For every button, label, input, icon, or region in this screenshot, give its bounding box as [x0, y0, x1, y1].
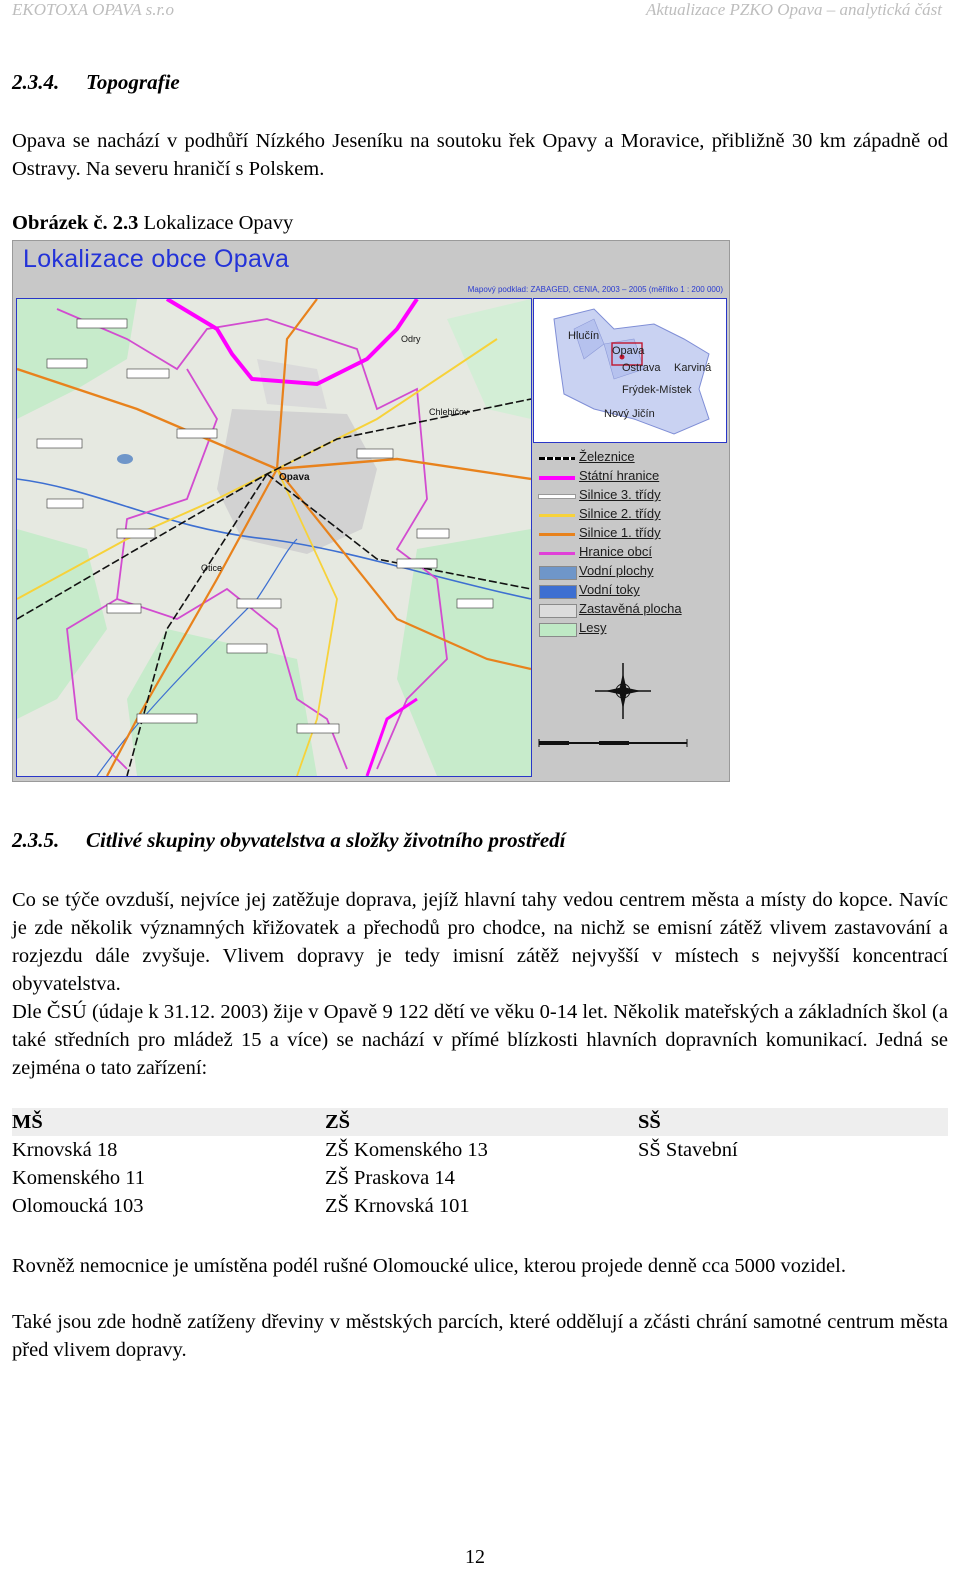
schools-table: [12, 1108, 948, 1220]
legend-item: [537, 449, 725, 467]
legend-item: [537, 468, 725, 486]
table-cell: ZŠ Krnovská 101: [325, 1194, 470, 1217]
inset-town-jicin: Nový Jičín: [604, 408, 655, 420]
legend-label: Silnice 3. třídy: [579, 487, 661, 502]
map-place-otice: Otice: [201, 563, 223, 573]
map-figure: [12, 240, 730, 782]
figure-caption-text: Lokalizace Opavy: [138, 212, 294, 234]
map-main-panel: [16, 298, 532, 777]
legend-label: Státní hranice: [579, 468, 660, 483]
legend-item: [537, 601, 725, 619]
legend-swatch: [539, 604, 577, 618]
compass-rose-icon: [593, 661, 653, 721]
legend-label: Hranice obcí: [579, 544, 652, 559]
citlive-paragraph-2: Dle ČSÚ (údaje k 31.12. 2003) žije v Opavě 9 122 dětí ve věku 0-14 let. Několik mateřských a základních škol (a také středních pro mládež 15 a více) se nachází v přímé blízkosti hlavních dopravních komunikací. Jedná se zejména o tato zařízení:: [12, 1001, 948, 1079]
legend-item: [537, 487, 725, 505]
page-number: 12: [465, 1546, 485, 1568]
header-company: EKOTOXA OPAVA s.r.o: [12, 0, 174, 19]
legend-label: Železnice: [579, 449, 635, 464]
table-row: [12, 1192, 948, 1220]
table-cell: Komenského 11: [12, 1166, 146, 1189]
section-heading-citlive-skupiny: [12, 828, 566, 853]
header-document-title: Aktualizace PZKO Opava – analytická část: [645, 0, 942, 19]
inset-town-karvina: Karviná: [674, 362, 712, 374]
table-cell: [638, 1164, 948, 1192]
legend-label: Silnice 1. třídy: [579, 525, 661, 540]
schools-header-zs: ZŠ: [325, 1110, 351, 1133]
table-cell: ZŠ Praskova 14: [325, 1166, 455, 1189]
legend-swatch: [539, 552, 575, 555]
section-heading-topografie: [12, 70, 180, 95]
legend-item: [537, 563, 725, 581]
table-cell: SŠ Stavební: [638, 1138, 738, 1161]
legend-swatch: [539, 495, 575, 498]
table-cell: [638, 1192, 948, 1220]
schools-header-ss: SŠ: [638, 1110, 661, 1133]
legend-label: Vodní plochy: [579, 563, 654, 578]
inset-town-hlucin: Hlučín: [568, 330, 600, 342]
map-place-chlebicov: Chlebičov: [429, 407, 469, 417]
closing-paragraph-1: Rovněž nemocnice je umístěna podél rušné Olomoucké ulice, kterou projede denně cca 5000 vozidel.: [12, 1255, 846, 1277]
section-number: 2.3.5.: [12, 828, 60, 852]
map-main-drawing: [17, 299, 531, 776]
legend-item: [537, 582, 725, 600]
table-row: [12, 1136, 948, 1164]
legend-swatch: [539, 566, 577, 580]
legend-item: [537, 525, 725, 543]
legend-item: [537, 506, 725, 524]
table-row: [12, 1164, 948, 1192]
legend-item: [537, 620, 725, 638]
section-title: Topografie: [86, 70, 180, 94]
schools-header-ms: MŠ: [12, 1110, 43, 1133]
legend-item: [537, 544, 725, 562]
figure-caption-label: Obrázek č. 2.3: [12, 212, 139, 234]
legend-label: Silnice 2. třídy: [579, 506, 661, 521]
map-place-opava: Opava: [279, 472, 310, 483]
map-title: Lokalizace obce Opava: [23, 245, 290, 273]
closing-paragraph-2: Také jsou zde hodně zatíženy dřeviny v městských parcích, které oddělují a zčásti chrání samotné centrum města před vlivem dopravy.: [12, 1311, 948, 1361]
table-cell: Olomoucká 103: [12, 1194, 144, 1217]
map-inset-drawing: [534, 299, 726, 442]
legend-swatch: [539, 623, 577, 637]
section-number: 2.3.4.: [12, 70, 60, 94]
map-place-odry: Odry: [401, 334, 421, 344]
inset-town-frydek: Frýdek-Místek: [622, 384, 692, 396]
legend-swatch: [539, 585, 577, 599]
legend-label: Zastavěná plocha: [579, 601, 682, 616]
citlive-paragraph-1: Co se týče ovzduší, nejvíce jej zatěžuje doprava, jejíž hlavní tahy vedou centrem města a místy do kopce. Navíc je zde několik významných křižovatek a přechodů pro chodce, na nichž se emisní zátěž vlivem zastavování a rozjezdu dále zvyšuje. Vlivem dopravy je tedy imisní zátěž nejvyšší v místech s nejvyšší koncentrací obyvatelstva.: [12, 889, 948, 995]
inset-town-opava: Opava: [612, 345, 645, 357]
map-source-note: Mapový podklad: ZABAGED, CENIA, 2003 – 2005 (měřítko 1 : 200 000): [467, 285, 723, 294]
inset-town-ostrava: Ostrava: [622, 362, 661, 374]
legend-label: Lesy: [579, 620, 607, 635]
legend-swatch: [539, 457, 575, 460]
map-inset-region: [533, 298, 727, 443]
table-cell: Krnovská 18: [12, 1138, 118, 1161]
topografie-paragraph: Opava se nachází v podhůří Nízkého Jeseníku na soutoku řek Opavy a Moravice, přibližně 30 km západně od Ostravy. Na severu hraničí s Polskem.: [12, 130, 948, 180]
map-legend: [537, 445, 725, 645]
figure-caption: [12, 212, 293, 235]
map-scale-bar: [537, 737, 697, 757]
table-cell: ZŠ Komenského 13: [325, 1138, 488, 1161]
legend-swatch: [539, 533, 575, 536]
legend-swatch: [539, 514, 575, 517]
section-title: Citlivé skupiny obyvatelstva a složky životního prostředí: [86, 828, 566, 852]
legend-label: Vodní toky: [579, 582, 640, 597]
schools-table-header: [12, 1108, 948, 1136]
legend-swatch: [539, 476, 575, 480]
